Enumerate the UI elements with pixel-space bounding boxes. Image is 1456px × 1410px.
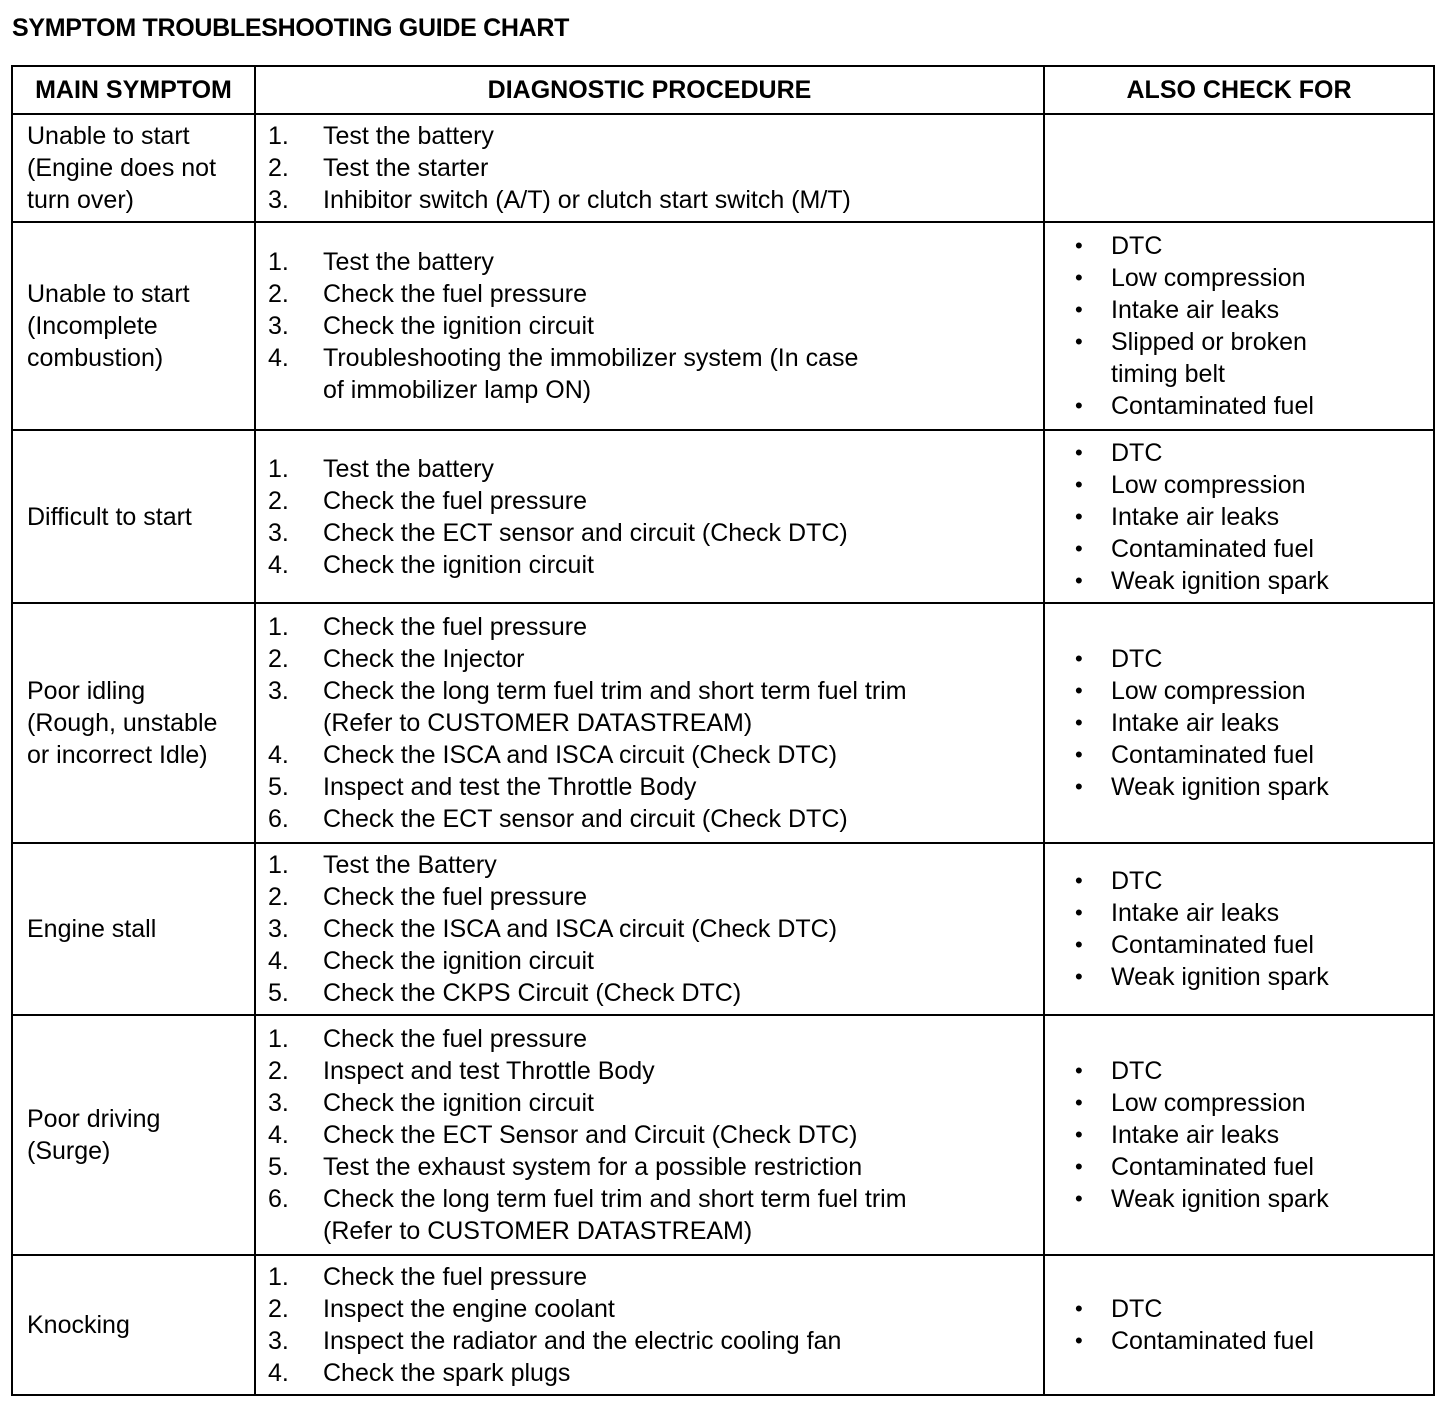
also-check-item	[1075, 565, 1433, 597]
procedure-step	[268, 453, 1043, 485]
bullet-icon: •	[1075, 265, 1083, 290]
step-text	[323, 945, 1043, 977]
also-check-cell	[1044, 430, 1434, 603]
also-check-line: Low compression	[1111, 264, 1306, 292]
step-line: Check the CKPS Circuit (Check DTC)	[323, 979, 742, 1007]
step-number: 1.	[268, 613, 289, 641]
bullet-icon: •	[1075, 964, 1083, 989]
step-number: 1.	[268, 248, 289, 276]
step-text	[323, 881, 1043, 913]
step-number: 4.	[268, 1121, 289, 1149]
step-number: 4.	[268, 344, 289, 372]
also-check-item	[1075, 390, 1433, 422]
bullet-icon: •	[1075, 535, 1083, 561]
also-check-item	[1075, 897, 1433, 929]
symptom-line: combustion)	[27, 344, 164, 372]
step-line: Check the fuel pressure	[323, 613, 588, 641]
step-line: of immobilizer lamp ON)	[323, 376, 592, 404]
symptom-line: (Incomplete	[27, 312, 158, 340]
step-text	[323, 803, 1043, 835]
step-text	[323, 1023, 1043, 1055]
also-check-line: Contaminated fuel	[1111, 741, 1314, 769]
step-number: 1.	[268, 1025, 289, 1053]
symptom-line: Knocking	[27, 1311, 130, 1339]
also-check-text	[1111, 1087, 1433, 1119]
step-line: (Refer to CUSTOMER DATASTREAM)	[323, 1217, 753, 1245]
also-check-text	[1111, 1119, 1433, 1151]
also-check-item	[1075, 469, 1433, 501]
symptom-cell	[12, 430, 255, 603]
step-line: Check the ignition circuit	[323, 550, 594, 579]
step-line: Check the long term fuel trim and short term fuel trim	[323, 1185, 907, 1213]
also-check-text	[1111, 739, 1433, 771]
also-check-item	[1075, 533, 1433, 565]
also-check-item	[1075, 230, 1433, 262]
procedure-step	[268, 278, 1043, 310]
symptom-line: turn over)	[27, 186, 134, 214]
step-line: Check the ignition circuit	[323, 1089, 594, 1117]
step-line: Check the fuel pressure	[323, 486, 588, 515]
also-check-text	[1111, 294, 1433, 326]
step-number: 3.	[268, 312, 289, 340]
also-check-text	[1111, 1325, 1433, 1357]
also-check-text	[1111, 1151, 1433, 1183]
step-text	[323, 1087, 1043, 1119]
also-check-line: DTC	[1111, 1295, 1163, 1323]
symptom-line: Engine stall	[27, 915, 157, 943]
bullet-icon: •	[1075, 1058, 1083, 1083]
procedure-step	[268, 611, 1043, 643]
table-row	[12, 1015, 1434, 1255]
step-text	[323, 739, 1043, 771]
also-check-line: Intake air leaks	[1111, 502, 1280, 531]
procedure-cell	[255, 603, 1044, 843]
also-check-cell	[1044, 1255, 1434, 1395]
step-text	[323, 1293, 1043, 1325]
bullet-icon: •	[1075, 1154, 1083, 1179]
step-text	[323, 549, 1043, 581]
step-text	[323, 310, 1043, 342]
procedure-step	[268, 675, 1043, 739]
also-check-line: Intake air leaks	[1111, 899, 1280, 927]
also-check-line: timing belt	[1111, 360, 1225, 388]
step-line: Check the ignition circuit	[323, 947, 594, 975]
also-check-text	[1111, 501, 1433, 533]
table-row	[12, 1255, 1434, 1395]
also-check-item	[1075, 1293, 1433, 1325]
also-check-text	[1111, 961, 1433, 993]
also-check-line: Intake air leaks	[1111, 296, 1280, 324]
also-check-line: Low compression	[1111, 470, 1306, 499]
step-text	[323, 771, 1043, 803]
procedure-step	[268, 803, 1043, 835]
symptom-cell	[12, 603, 255, 843]
also-check-cell	[1044, 222, 1434, 430]
step-text	[323, 1261, 1043, 1293]
also-check-item	[1075, 643, 1433, 675]
step-number: 5.	[268, 979, 289, 1007]
step-text	[323, 611, 1043, 643]
table-row	[12, 430, 1434, 603]
step-line: Inspect and test the Throttle Body	[323, 773, 697, 801]
also-check-text	[1111, 707, 1433, 739]
also-check-text	[1111, 865, 1433, 897]
step-line: Test the battery	[323, 454, 494, 483]
bullet-icon: •	[1075, 503, 1083, 529]
bullet-icon: •	[1075, 742, 1083, 767]
also-check-item	[1075, 262, 1433, 294]
also-check-line: Weak ignition spark	[1111, 566, 1329, 595]
step-line: Inhibitor switch (A/T) or clutch start switch (M/T)	[323, 186, 851, 214]
procedure-step	[268, 881, 1043, 913]
symptom-line: or incorrect Idle)	[27, 741, 208, 769]
bullet-icon: •	[1075, 646, 1083, 671]
step-text	[323, 1151, 1043, 1183]
procedure-step	[268, 771, 1043, 803]
symptom-line: Difficult to start	[27, 502, 192, 531]
table-row	[12, 114, 1434, 222]
step-number: 1.	[268, 454, 289, 483]
also-check-line: Intake air leaks	[1111, 1121, 1280, 1149]
also-check-item	[1075, 1087, 1433, 1119]
also-check-text	[1111, 469, 1433, 501]
also-check-text	[1111, 643, 1433, 675]
step-line: Inspect the radiator and the electric cooling fan	[323, 1327, 842, 1355]
step-text	[323, 1183, 1043, 1247]
also-check-item	[1075, 326, 1433, 390]
bullet-icon: •	[1075, 774, 1083, 799]
procedure-step	[268, 739, 1043, 771]
procedure-step	[268, 184, 1043, 216]
also-check-item	[1075, 1151, 1433, 1183]
step-text	[323, 1119, 1043, 1151]
also-check-text	[1111, 1293, 1433, 1325]
step-text	[323, 675, 1043, 739]
procedure-step	[268, 342, 1043, 406]
also-check-item	[1075, 707, 1433, 739]
step-text	[323, 643, 1043, 675]
symptom-cell	[12, 222, 255, 430]
also-check-line: Weak ignition spark	[1111, 1185, 1329, 1213]
also-check-line: Contaminated fuel	[1111, 1327, 1314, 1355]
table-row	[12, 843, 1434, 1015]
also-check-text	[1111, 1183, 1433, 1215]
procedure-step	[268, 246, 1043, 278]
bullet-icon: •	[1075, 1296, 1083, 1321]
step-number: 4.	[268, 550, 289, 579]
procedure-step	[268, 310, 1043, 342]
procedure-step	[268, 1023, 1043, 1055]
step-text	[323, 1055, 1043, 1087]
bullet-icon: •	[1075, 1090, 1083, 1115]
procedure-step	[268, 1119, 1043, 1151]
step-text	[323, 485, 1043, 517]
symptom-line: (Surge)	[27, 1137, 111, 1165]
step-number: 2.	[268, 486, 289, 515]
also-check-cell	[1044, 1015, 1434, 1255]
step-line: Test the starter	[323, 154, 489, 182]
also-check-text	[1111, 262, 1433, 294]
procedure-cell	[255, 1015, 1044, 1255]
step-number: 1.	[268, 851, 289, 879]
step-line: Inspect the engine coolant	[323, 1295, 615, 1323]
step-line: Check the ISCA and ISCA circuit (Check DTC)	[323, 741, 838, 769]
also-check-item	[1075, 865, 1433, 897]
procedure-step	[268, 1087, 1043, 1119]
bullet-icon: •	[1075, 932, 1083, 957]
symptom-line: Poor driving	[27, 1105, 161, 1133]
procedure-cell	[255, 1255, 1044, 1395]
also-check-item	[1075, 1325, 1433, 1357]
bullet-icon: •	[1075, 868, 1083, 893]
procedure-cell	[255, 430, 1044, 603]
step-line: Check the Injector	[323, 645, 525, 673]
also-check-line: Contaminated fuel	[1111, 392, 1314, 420]
step-text	[323, 453, 1043, 485]
procedure-step	[268, 1293, 1043, 1325]
step-number: 3.	[268, 1089, 289, 1117]
step-line: Test the Battery	[323, 851, 497, 879]
also-check-line: DTC	[1111, 232, 1163, 260]
also-check-line: Low compression	[1111, 677, 1306, 705]
symptom-cell	[12, 843, 255, 1015]
step-text	[323, 278, 1043, 310]
step-line: Test the exhaust system for a possible restriction	[323, 1153, 863, 1181]
also-check-text	[1111, 230, 1433, 262]
also-check-text	[1111, 326, 1433, 390]
also-check-item	[1075, 675, 1433, 707]
bullet-icon: •	[1075, 710, 1083, 735]
procedure-step	[268, 1183, 1043, 1247]
step-line: Check the ignition circuit	[323, 312, 594, 340]
step-text	[323, 184, 1043, 216]
also-check-item	[1075, 1119, 1433, 1151]
also-check-line: Contaminated fuel	[1111, 931, 1314, 959]
also-check-item	[1075, 961, 1433, 993]
step-text	[323, 849, 1043, 881]
step-line: Check the ECT sensor and circuit (Check DTC)	[323, 805, 848, 833]
header-main-symptom: MAIN SYMPTOM	[12, 66, 255, 114]
symptom-line: (Rough, unstable	[27, 709, 218, 737]
step-number: 2.	[268, 883, 289, 911]
step-line: Check the ISCA and ISCA circuit (Check DTC)	[323, 915, 838, 943]
step-line: Test the battery	[323, 248, 494, 276]
step-text	[323, 1357, 1043, 1389]
procedure-step	[268, 945, 1043, 977]
page-title: SYMPTOM TROUBLESHOOTING GUIDE CHART	[12, 14, 570, 42]
also-check-line: DTC	[1111, 867, 1163, 895]
symptom-line: Unable to start	[27, 122, 190, 150]
also-check-cell	[1044, 603, 1434, 843]
also-check-text	[1111, 675, 1433, 707]
step-line: Check the spark plugs	[323, 1359, 571, 1387]
step-number: 5.	[268, 773, 289, 801]
step-text	[323, 977, 1043, 1009]
bullet-icon: •	[1075, 329, 1083, 354]
step-number: 6.	[268, 1185, 289, 1213]
procedure-step	[268, 1357, 1043, 1389]
symptom-cell	[12, 1255, 255, 1395]
step-text	[323, 342, 1043, 406]
step-number: 5.	[268, 1153, 289, 1181]
step-number: 4.	[268, 947, 289, 975]
also-check-item	[1075, 1183, 1433, 1215]
also-check-text	[1111, 437, 1433, 469]
also-check-text	[1111, 1055, 1433, 1087]
symptom-line: (Engine does not	[27, 154, 217, 182]
procedure-step	[268, 152, 1043, 184]
step-line: Check the fuel pressure	[323, 883, 588, 911]
also-check-text	[1111, 565, 1433, 597]
also-check-line: DTC	[1111, 645, 1163, 673]
also-check-text	[1111, 929, 1433, 961]
table-row	[12, 603, 1434, 843]
also-check-cell	[1044, 114, 1434, 222]
bullet-icon: •	[1075, 471, 1083, 497]
also-check-item	[1075, 437, 1433, 469]
also-check-item	[1075, 771, 1433, 803]
step-line: Check the ECT Sensor and Circuit (Check DTC)	[323, 1121, 858, 1149]
procedure-step	[268, 1151, 1043, 1183]
also-check-line: Slipped or broken	[1111, 328, 1307, 356]
procedure-step	[268, 1261, 1043, 1293]
step-number: 3.	[268, 915, 289, 943]
step-line: Test the battery	[323, 122, 494, 150]
step-number: 4.	[268, 741, 289, 769]
step-number: 2.	[268, 280, 289, 308]
also-check-line: Low compression	[1111, 1089, 1306, 1117]
bullet-icon: •	[1075, 1122, 1083, 1147]
step-line: Check the fuel pressure	[323, 1263, 588, 1291]
procedure-step	[268, 643, 1043, 675]
also-check-line: Intake air leaks	[1111, 709, 1280, 737]
bullet-icon: •	[1075, 439, 1083, 465]
step-number: 4.	[268, 1359, 289, 1387]
procedure-cell	[255, 114, 1044, 222]
procedure-step	[268, 913, 1043, 945]
header-also-check-for: ALSO CHECK FOR	[1044, 66, 1434, 114]
step-number: 2.	[268, 645, 289, 673]
step-number: 3.	[268, 186, 289, 214]
step-text	[323, 517, 1043, 549]
step-line: Check the fuel pressure	[323, 1025, 588, 1053]
step-text	[323, 152, 1043, 184]
symptom-cell	[12, 1015, 255, 1255]
also-check-line: DTC	[1111, 1057, 1163, 1085]
also-check-item	[1075, 1055, 1433, 1087]
also-check-text	[1111, 771, 1433, 803]
bullet-icon: •	[1075, 297, 1083, 322]
also-check-item	[1075, 739, 1433, 771]
also-check-item	[1075, 294, 1433, 326]
also-check-line: Weak ignition spark	[1111, 773, 1329, 801]
also-check-line: Contaminated fuel	[1111, 1153, 1314, 1181]
procedure-step	[268, 517, 1043, 549]
troubleshooting-table	[11, 65, 1435, 1396]
step-number: 3.	[268, 1327, 289, 1355]
symptom-cell	[12, 114, 255, 222]
table-body	[12, 114, 1434, 1395]
step-line: (Refer to CUSTOMER DATASTREAM)	[323, 709, 753, 737]
also-check-text	[1111, 533, 1433, 565]
procedure-cell	[255, 843, 1044, 1015]
step-text	[323, 246, 1043, 278]
step-number: 6.	[268, 805, 289, 833]
also-check-line: Contaminated fuel	[1111, 534, 1314, 563]
procedure-step	[268, 1325, 1043, 1357]
also-check-cell	[1044, 843, 1434, 1015]
procedure-step	[268, 1055, 1043, 1087]
step-number: 1.	[268, 1263, 289, 1291]
also-check-text	[1111, 897, 1433, 929]
step-number: 3.	[268, 518, 289, 547]
step-number: 2.	[268, 1057, 289, 1085]
step-number: 3.	[268, 677, 289, 705]
step-text	[323, 1325, 1043, 1357]
step-text	[323, 913, 1043, 945]
symptom-line: Poor idling	[27, 677, 146, 705]
step-number: 1.	[268, 122, 289, 150]
table-row	[12, 222, 1434, 430]
also-check-text	[1111, 390, 1433, 422]
bullet-icon: •	[1075, 678, 1083, 703]
procedure-step	[268, 849, 1043, 881]
procedure-step	[268, 120, 1043, 152]
procedure-step	[268, 485, 1043, 517]
table-header-row	[12, 66, 1434, 114]
bullet-icon: •	[1075, 1186, 1083, 1211]
step-line: Troubleshooting the immobilizer system (In case	[323, 344, 859, 372]
step-line: Check the ECT sensor and circuit (Check DTC)	[323, 518, 848, 547]
bullet-icon: •	[1075, 393, 1083, 418]
bullet-icon: •	[1075, 233, 1083, 258]
step-number: 2.	[268, 1295, 289, 1323]
header-diagnostic-procedure: DIAGNOSTIC PROCEDURE	[255, 66, 1044, 114]
also-check-line: Weak ignition spark	[1111, 963, 1329, 991]
bullet-icon: •	[1075, 900, 1083, 925]
step-line: Check the fuel pressure	[323, 280, 588, 308]
also-check-item	[1075, 501, 1433, 533]
symptom-line: Unable to start	[27, 280, 190, 308]
step-line: Inspect and test Throttle Body	[323, 1057, 655, 1085]
procedure-step	[268, 977, 1043, 1009]
also-check-item	[1075, 929, 1433, 961]
step-text	[323, 120, 1043, 152]
procedure-step	[268, 549, 1043, 581]
bullet-icon: •	[1075, 567, 1083, 593]
also-check-line: DTC	[1111, 438, 1163, 467]
procedure-cell	[255, 222, 1044, 430]
step-line: Check the long term fuel trim and short term fuel trim	[323, 677, 907, 705]
step-number: 2.	[268, 154, 289, 182]
bullet-icon: •	[1075, 1328, 1083, 1353]
